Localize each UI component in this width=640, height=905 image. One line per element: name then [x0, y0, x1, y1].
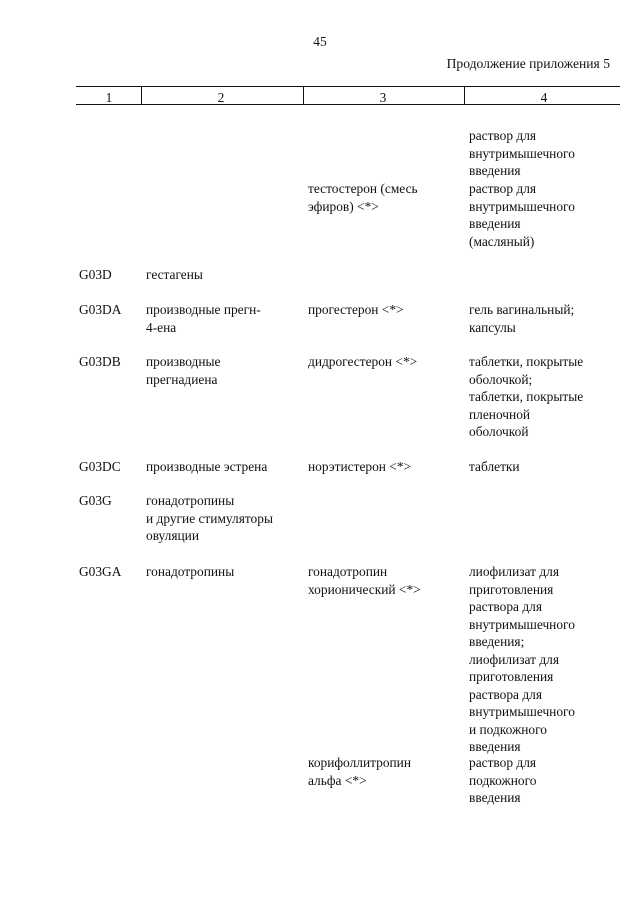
dosage-form-cell: лиофилизат для приготовления раствора для внутримышечного введения; лиофилизат для приготовления раствора для внутримышечного и подкожного введения: [469, 564, 575, 754]
substance-cell: дидрогестерон <*>: [308, 354, 418, 369]
header-column-2: 2: [217, 90, 225, 105]
header-separator: [303, 87, 304, 105]
continuation-title: Продолжение приложения 5: [446, 56, 610, 71]
atc-code-cell: G03DC: [79, 459, 121, 474]
dosage-form-cell: гель вагинальный; капсулы: [469, 302, 575, 335]
page-number: 45: [313, 34, 327, 49]
header-top-rule: [76, 86, 620, 87]
group-cell: гонадотропины и другие стимуляторы овуляции: [146, 493, 273, 543]
substance-cell: корифоллитропин альфа <*>: [308, 755, 412, 788]
dosage-form-cell: раствор для подкожного введения: [469, 755, 537, 805]
atc-code-cell: G03DA: [79, 302, 122, 317]
dosage-form-cell: раствор для внутримышечного введения: [469, 128, 575, 178]
substance-cell: гонадотропин хорионический <*>: [308, 564, 421, 597]
group-cell: гестагены: [146, 267, 203, 282]
atc-code-cell: G03D: [79, 267, 112, 282]
header-column-4: 4: [540, 90, 548, 105]
substance-cell: тестостерон (смесь эфиров) <*>: [308, 181, 418, 214]
atc-code-cell: G03GA: [79, 564, 122, 579]
header-separator: [464, 87, 465, 105]
header-separator: [141, 87, 142, 105]
header-column-3: 3: [379, 90, 387, 105]
dosage-form-cell: таблетки, покрытые оболочкой; таблетки, покрытые пленочной оболочкой: [469, 354, 584, 439]
group-cell: производные прегн- 4-ена: [146, 302, 261, 335]
dosage-form-cell: таблетки: [469, 459, 520, 474]
atc-code-cell: G03DB: [79, 354, 121, 369]
atc-code-cell: G03G: [79, 493, 112, 508]
header-column-1: 1: [105, 90, 113, 105]
dosage-form-cell: раствор для внутримышечного введения (масляный): [469, 181, 575, 249]
group-cell: производные эстрена: [146, 459, 268, 474]
group-cell: производные прегнадиена: [146, 354, 221, 387]
group-cell: гонадотропины: [146, 564, 235, 579]
substance-cell: норэтистерон <*>: [308, 459, 412, 474]
substance-cell: прогестерон <*>: [308, 302, 404, 317]
